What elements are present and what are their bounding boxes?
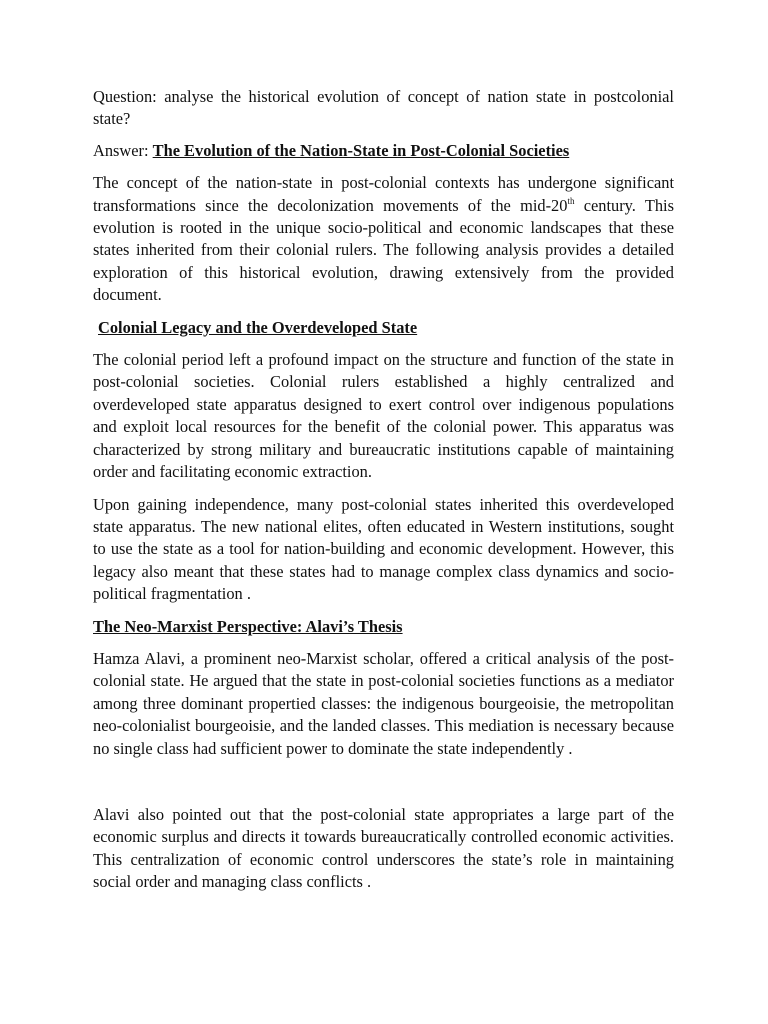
- section2-paragraph-1: Hamza Alavi, a prominent neo-Marxist scholar, offered a critical analysis of the post-colonial state. He argued that the state in post-colonial societies functions as a mediator among three dominant propertied classes: the indigenous bourgeoisie, the metropolitan neo-colonialist bourgeoisie, and the landed classes. This mediation is necessary because no single class had sufficient power to dominate the state independently .: [93, 648, 674, 758]
- intro-superscript: th: [567, 195, 575, 206]
- document-title: The Evolution of the Nation-State in Post-Colonial Societies: [152, 140, 570, 160]
- question-text: Question: analyse the historical evolution of concept of nation state in postcolonial state?: [93, 87, 674, 129]
- section-heading-colonial-legacy: Colonial Legacy and the Overdeveloped State: [98, 317, 418, 337]
- answer-line: [93, 140, 674, 162]
- intro-text-before: The concept of the nation-state in post-colonial contexts has undergone significant transformations since the decolonization movements of the mid-20: [93, 173, 674, 215]
- intro-paragraph: [93, 172, 674, 306]
- section1-paragraph-2: Upon gaining independence, many post-colonial states inherited this overdeveloped state apparatus. The new national elites, often educated in Western institutions, sought to use the state as a tool for nation-building and economic development. However, this legacy also meant that these states had to manage complex class dynamics and socio-political fragmentation .: [93, 494, 674, 604]
- paragraph-spacer: [93, 770, 674, 804]
- section2-paragraph-2: Alavi also pointed out that the post-colonial state appropriates a large part of the economic surplus and directs it towards bureaucratically controlled economic activities. This centralization of economic control underscores the state’s role in maintaining social order and managing class conflicts .: [93, 804, 674, 892]
- section-heading-alavi-thesis: The Neo-Marxist Perspective: Alavi’s Thesis: [93, 616, 403, 636]
- intro-text-after: century. This evolution is rooted in the unique socio-political and economic landscapes that these states inherited from their colonial rulers. The following analysis provides a detailed exploration of this historical evolution, drawing extensively from the provided document.: [93, 195, 674, 305]
- answer-label: Answer:: [93, 140, 153, 160]
- section1-paragraph-1: The colonial period left a profound impact on the structure and function of the state in post-colonial societies. Colonial rulers established a highly centralized and overdeveloped state apparatus designed to exert control over indigenous populations and exploit local resources for the benefit of the colonial power. This apparatus was characterized by strong military and bureaucratic institutions capable of maintaining order and facilitating economic extraction.: [93, 350, 674, 482]
